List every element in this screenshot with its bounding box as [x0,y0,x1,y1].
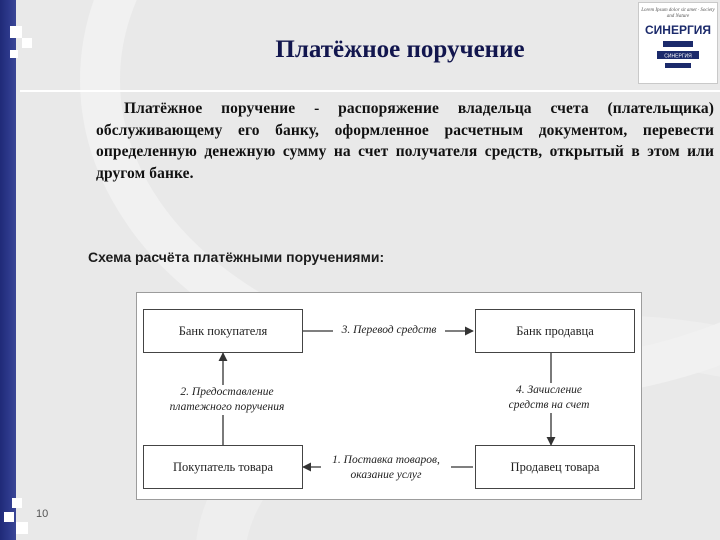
decor-square [10,26,22,38]
label-step2-line1: 2. Предоставление [180,386,274,398]
logo-name: СИНЕРГИЯ [644,23,712,37]
label-step3: 3. Перевод средств [333,323,445,338]
label-step2 [157,385,297,415]
label-step1-line1: 1. Поставка товаров, [332,454,440,466]
decor-square [10,50,18,58]
label-step1 [321,453,451,483]
decor-square [4,512,14,522]
decor-square [16,522,28,534]
decor-square [22,38,32,48]
payment-scheme-diagram [136,292,642,500]
node-seller-bank: Банк продавца [475,309,635,353]
slide-title: Платёжное поручение [275,36,525,63]
synergy-logo [638,2,718,84]
left-accent-bar [0,0,16,540]
logo-tagline: Lorem Ipsum dolor sit amet · Society and Nature [641,8,715,19]
node-buyer: Покупатель товара [143,445,303,489]
logo-emblem-text: СИНЕРГИЯ [664,53,692,60]
label-step1-line2: оказание услуг [350,469,422,481]
definition-paragraph: Платёжное поручение - распоряжение владельца счета (плательщика) обслуживающему его банку, оформленное расчетным документом, перевести определенную денежную сумму на счет получателя средств, открытый в этом или другом банке. [96,100,714,182]
label-step4-line2: средств на счет [508,399,590,411]
node-seller: Продавец товара [475,445,635,489]
label-step4-line1: 4. Зачисление [515,384,583,396]
scheme-heading: Схема расчёта платёжными поручениями: [88,249,385,265]
page-number: 10 [36,508,49,520]
label-step4 [489,383,609,413]
logo-emblem-icon [653,39,703,73]
node-buyer-bank: Банк покупателя [143,309,303,353]
label-step2-line2: платежного поручения [169,401,285,413]
header-divider [20,90,720,92]
decor-square [12,498,22,508]
